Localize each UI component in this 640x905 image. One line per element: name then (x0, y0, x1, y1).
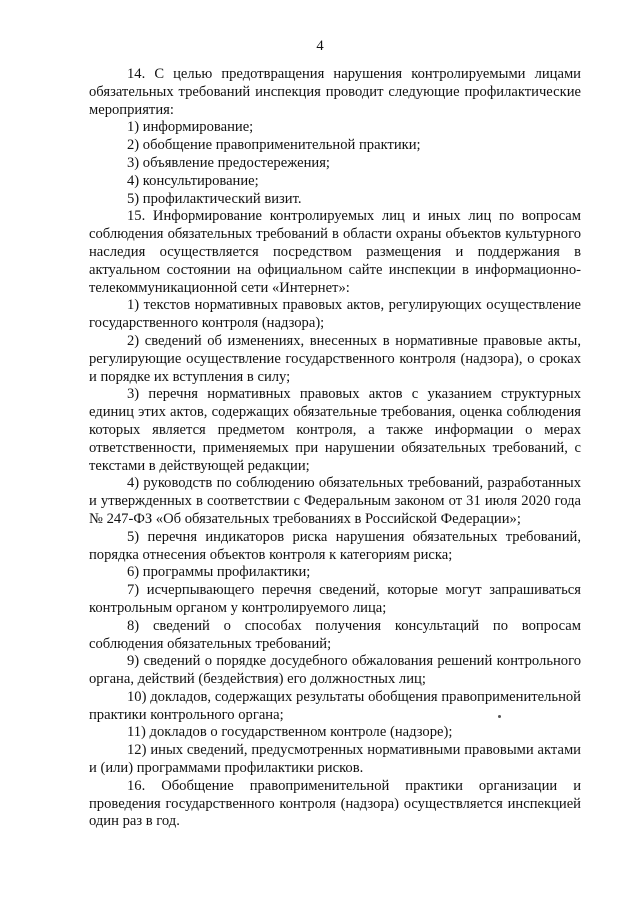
paragraph: 5) перечня индикаторов риска нарушения обязательных требований, порядка отнесения объектов контроля к категориям риска; (89, 528, 581, 563)
paragraph: 6) программы профилактики; (127, 564, 311, 581)
paragraph: 16. Обобщение правоприменительной практики организации и проведения государственного контроля (надзора) осуществляется инспекцией один раз в год. (89, 777, 581, 830)
paragraph: 8) сведений о способах получения консультаций по вопросам соблюдения обязательных требований; (89, 617, 581, 652)
paragraph: 2) обобщение правоприменительной практики; (127, 137, 421, 154)
paragraph: 1) информирование; (127, 119, 254, 136)
paragraph: 4) консультирование; (127, 172, 259, 189)
paragraph: 9) сведений о порядке досудебного обжалования решений контрольного органа, действий (бездействия) его должностных лиц; (89, 653, 581, 688)
page-number: 4 (316, 38, 324, 54)
paragraph: 4) руководств по соблюдению обязательных требований, разработанных и утвержденных в соответствии с Федеральным законом от 31 июля 2020 года № 247-ФЗ «Об обязательных требованиях в Российской Федерации»; (89, 475, 581, 527)
paragraph: 11) докладов о государственном контроле (надзоре); (127, 724, 453, 741)
paragraph: 12) иных сведений, предусмотренных нормативными правовыми актами и (или) программами профилактики рисков. (89, 742, 581, 777)
paragraph: 1) текстов нормативных правовых актов, регулирующих осуществление государственного контроля (надзора); (89, 297, 581, 332)
paragraph: 5) профилактический визит. (127, 190, 302, 207)
paragraph: 14. С целью предотвращения нарушения контролируемыми лицами обязательных требований инспекция проводит следующие профилактические мероприятия: (89, 66, 581, 118)
paragraph: 3) перечня нормативных правовых актов с указанием структурных единиц этих актов, содержащих обязательные требования, оценка соблюдения которых является предметом контроля, а также информации о мерах ответственности, применяемых при нарушении обязательных требований, с текстами в действующей редакции; (89, 386, 581, 474)
scan-artifact-dot (498, 715, 501, 718)
paragraph: 7) исчерпывающего перечня сведений, которые могут запрашиваться контрольным органом у контролируемого лица; (89, 582, 581, 616)
document-body (89, 66, 581, 831)
paragraph: 15. Информирование контролируемых лиц и иных лиц по вопросам соблюдения обязательных требований в области охраны объектов культурного наследия осуществляется посредством размещения и поддержания в актуальном состоянии на официальном сайте инспекции в информационно-телекоммуникационной сети «Интернет»: (89, 208, 581, 296)
paragraph: 3) объявление предостережения; (127, 154, 330, 171)
paragraph: 10) докладов, содержащих результаты обобщения правоприменительной практики контрольного органа; (89, 688, 581, 723)
paragraph: 2) сведений об изменениях, внесенных в нормативные правовые акты, регулирующие осуществление государственного контроля (надзора), о сроках и порядке их вступления в силу; (89, 332, 581, 385)
